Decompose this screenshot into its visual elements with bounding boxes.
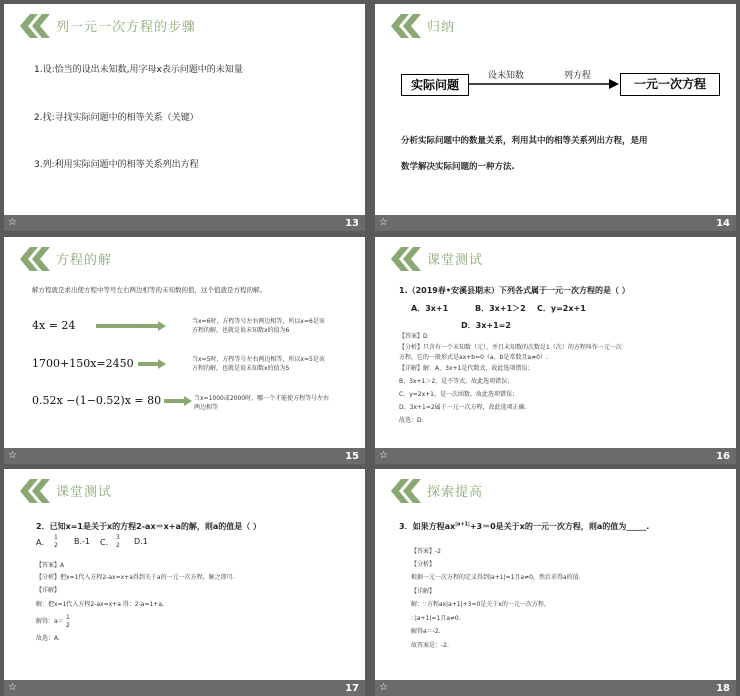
page-number: 16 [716, 451, 730, 462]
question-part-2: +3＝0是关于x的一元一次方程，则a的值为_____. [469, 522, 650, 531]
slide-title: 列一元一次方程的步骤 [56, 20, 197, 35]
detail-2: 解得：a＝ [36, 618, 64, 625]
option-a: A． [36, 538, 50, 547]
slide-13[interactable] [4, 4, 365, 231]
detail-1: 【详解】解：A、3x+1是代数式，故此选项错误； [399, 365, 534, 372]
slide-title: 课堂测试 [427, 253, 484, 268]
slide-title: 方程的解 [56, 253, 113, 268]
step-2: 2.找:寻找实际问题中的相等关系（关键） [34, 113, 199, 123]
arrow-icon [138, 362, 158, 366]
analysis-heading: 【分析】 [411, 561, 436, 568]
arrow-head-icon [158, 321, 166, 331]
slide-title: 课堂测试 [56, 485, 113, 500]
note-2a: 当x=5时，方程等号左右两边相等，所以x=5是该 [192, 356, 325, 363]
answer: 【答案】A [36, 562, 65, 569]
option-d: D．3x+1=2 [461, 321, 511, 330]
question-exponent: |a+1| [455, 521, 470, 528]
diamond-logo-icon [12, 245, 52, 273]
summary-line-1: 分析实际问题中的数量关系，利用其中的相等关系列出方程，是用 [401, 136, 648, 146]
diamond-logo-icon [383, 245, 423, 273]
option-d: D.1 [134, 537, 148, 546]
star-icon: ☆ [8, 217, 17, 228]
analysis-2: 方程，它的一般形式是ax+b=0（a，b是常数且a≠0）. [399, 354, 548, 361]
analysis: 【分析】把x=1代入方程2-ax=x+a得到关于a的一元一次方程，解之即可. [36, 574, 235, 581]
star-icon: ☆ [379, 682, 388, 693]
slide-footer [375, 680, 736, 696]
question: 2．已知x=1是关于x的方程2-ax＝x+a的解，则a的值是（ ） [36, 522, 262, 531]
equation-2: 1700+150x=2450 [32, 357, 134, 370]
note-1b: 方程的解，也就是说未知数x的值为6 [192, 327, 290, 334]
detail-3: C、y=2x+1，是一次函数，故此选项错误； [399, 391, 518, 398]
analysis-1: 【分析】只含有一个未知数（元），并且未知数的次数是1（次）的方程叫作一元一次 [399, 344, 622, 351]
page-number: 13 [345, 218, 359, 229]
detail-1: 解：把x=1代入方程2-ax=x+a 得：2-a=1+a, [36, 601, 164, 608]
star-icon: ☆ [8, 682, 17, 693]
page-number: 15 [345, 451, 359, 462]
star-icon: ☆ [379, 450, 388, 461]
detail-2-numerator: 1 [66, 614, 70, 621]
arrow-icon [164, 399, 184, 403]
detail-heading: 【详解】 [36, 587, 61, 594]
flow-arrow-icon [469, 78, 619, 90]
detail-1: 解：∵方程ax|a+1|+3=0是关于x的一元一次方程， [411, 601, 550, 608]
diamond-logo-icon [383, 12, 423, 40]
analysis: 根据一元一次方程的定义得到|a+1|=1且a≠0，然后求得a的值. [411, 574, 581, 581]
diamond-logo-icon [12, 477, 52, 505]
star-icon: ☆ [8, 450, 17, 461]
slide-14[interactable] [375, 4, 736, 231]
slide-footer [4, 215, 365, 231]
diamond-logo-icon [383, 477, 423, 505]
detail-2: ∴|a+1|=1且a≠0. [411, 615, 461, 622]
question [399, 521, 649, 532]
note-2b: 方程的解，也就是说未知数x的值为5 [192, 365, 290, 372]
summary-line-2: 数学解决实际问题的一种方法. [401, 162, 515, 172]
detail-3: 解得a＝-2. [411, 628, 441, 635]
slide-footer [4, 448, 365, 464]
option-a-denominator: 2 [54, 542, 58, 549]
page-number: 14 [716, 218, 730, 229]
arrow-head-icon [158, 359, 166, 369]
slide-17[interactable] [4, 469, 365, 696]
conclusion: 故选：D. [399, 417, 424, 424]
star-icon: ☆ [379, 217, 388, 228]
slide-title: 探索提高 [427, 485, 484, 500]
detail-heading: 【详解】 [411, 588, 436, 595]
step-1: 1.设:恰当的设出未知数,用字母x表示问题中的未知量 [34, 65, 243, 75]
conclusion: 故选：A. [36, 635, 60, 642]
option-b: B.-1 [74, 537, 91, 546]
arrow-icon [96, 324, 158, 328]
step-label-2: 列方程 [564, 71, 592, 81]
answer: 【答案】D [399, 333, 428, 340]
option-c-denominator: 2 [116, 542, 120, 549]
arrow-head-icon [184, 396, 192, 406]
detail-2: B、3x+1＞2，是不等式，故此选项错误； [399, 378, 514, 385]
question-part-1: 3．如果方程ax [399, 522, 456, 531]
slide-footer [375, 215, 736, 231]
slide-title: 归纳 [427, 20, 456, 35]
option-b: B．3x+1＞2 [475, 304, 526, 313]
step-3: 3.列:利用实际问题中的相等关系列出方程 [34, 160, 199, 170]
step-label-1: 设未知数 [488, 71, 525, 81]
option-a: A．3x+1 [411, 304, 449, 313]
page-number: 17 [345, 683, 359, 694]
conclusion: 故答案是：-2. [411, 642, 449, 649]
slide-footer [4, 680, 365, 696]
equation-1: 4x = 24 [32, 319, 76, 332]
page-number: 18 [716, 683, 730, 694]
intro-text: 解方程就是求出使方程中等号左右两边相等的未知数的值，这个值就是方程的解。 [32, 286, 266, 294]
option-c: C． [100, 538, 114, 547]
option-a-numerator: 1 [54, 534, 58, 541]
note-3a: 当x=1000或2000时，哪一个才能使方程等号左右 [194, 395, 330, 402]
equation-3: 0.52x −(1−0.52)x = 80 [32, 394, 162, 407]
real-problem-box: 实际问题 [401, 74, 469, 96]
question: 1.（2019春•安溪县期末）下列各式属于一元一次方程的是（ ） [399, 286, 630, 295]
slide-16[interactable] [375, 237, 736, 464]
slide-footer [375, 448, 736, 464]
note-3b: 两边相等 [194, 404, 219, 411]
linear-equation-box: 一元一次方程 [620, 73, 720, 96]
detail-2-denominator: 2 [66, 622, 70, 629]
note-1a: 当x=6时，方程等号左右两边相等，所以x=6是该 [192, 318, 325, 325]
slide-15[interactable] [4, 237, 365, 464]
answer: 【答案】-2 [411, 548, 441, 555]
option-c-numerator: 3 [116, 534, 120, 541]
slide-18[interactable] [375, 469, 736, 696]
detail-4: D、3x+1=2属于一元一次方程，故此选项正确. [399, 404, 527, 411]
diamond-logo-icon [12, 12, 52, 40]
option-c: C．y=2x+1 [537, 304, 586, 313]
